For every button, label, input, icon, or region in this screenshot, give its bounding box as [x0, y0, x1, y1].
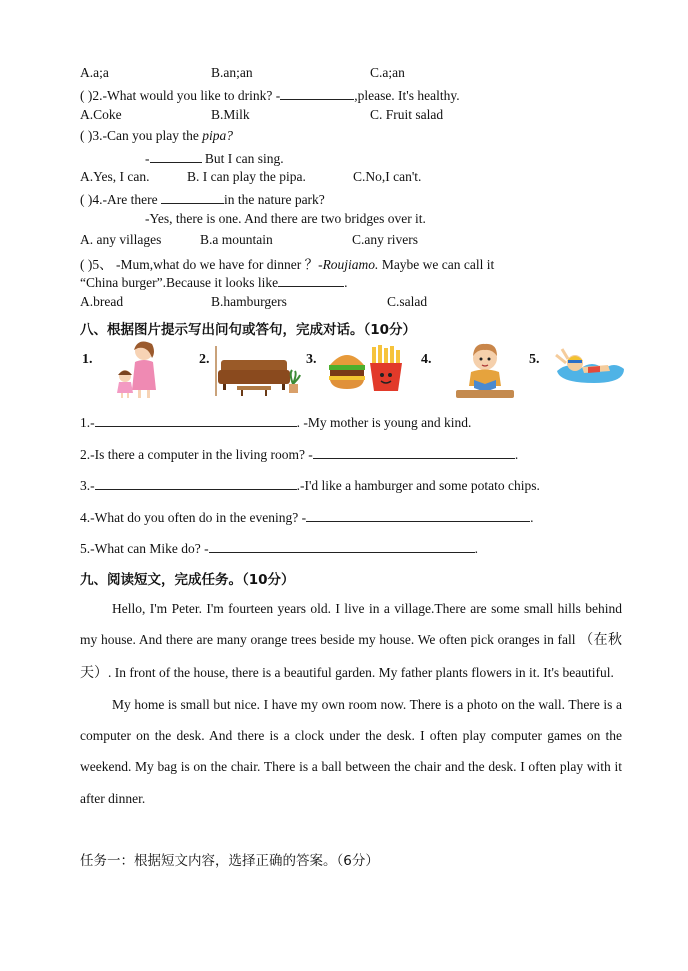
boy-reading-picture: [454, 340, 516, 400]
paragraph-1-part-b: . In front of the house, there is a beautiful garden. My father plants flowers in it. It's beautiful.: [108, 664, 614, 680]
swimming-picture: [554, 345, 626, 387]
q1-option-a: A.a;a: [80, 65, 109, 80]
q4-option-b: B.a mountain: [200, 232, 273, 247]
mother-daughter-picture: [110, 338, 168, 400]
q3-pipa: pipa?: [202, 128, 233, 143]
line4-end: .: [530, 510, 534, 525]
line2-blank[interactable]: [313, 445, 515, 459]
reading-passage: [80, 593, 622, 814]
q5-line2-text: “China burger”.Because it looks like: [80, 275, 279, 290]
q4-suffix: in the nature park?: [223, 192, 325, 207]
q2-option-b: B.Milk: [211, 107, 250, 122]
line1-prefix: 1.-: [80, 415, 95, 430]
line4-text: 4.-What do you often do in the evening? -: [80, 510, 307, 525]
q3-blank[interactable]: [150, 149, 202, 163]
paragraph-1: [80, 593, 622, 689]
q4-option-a: A. any villages: [80, 232, 162, 247]
q4-answer: -Yes, there is one. And there are two bridges over it.: [145, 211, 426, 226]
q5-blank[interactable]: [278, 273, 344, 287]
dialogue-line-1: [80, 413, 471, 431]
pic-number-3: 3.: [306, 352, 317, 367]
q5-question-line2: [80, 273, 347, 291]
line5-blank[interactable]: [209, 539, 475, 553]
q5-option-c: C.salad: [387, 294, 428, 309]
q2-option-a: A.Coke: [80, 107, 122, 122]
q2-question: [80, 86, 460, 104]
q4-option-c: C.any rivers: [352, 232, 418, 247]
dialogue-line-2: [80, 445, 518, 463]
line3-prefix: 3.-: [80, 478, 95, 493]
q5-question: [80, 253, 494, 273]
q4-text: ( )4.-Are there: [80, 192, 161, 207]
pic-number-1: 1.: [82, 352, 93, 367]
q3-question: [80, 128, 233, 144]
q3-option-b: B. I can play the pipa.: [187, 169, 306, 184]
pic-number-5: 5.: [529, 352, 540, 367]
pic-number-2: 2.: [199, 352, 210, 367]
q2-option-c: C. Fruit salad: [370, 107, 444, 122]
task1-heading: 任务一：根据短文内容，选择正确的答案。（6分）: [80, 853, 379, 869]
q3-answer: - But I can sing.: [145, 151, 284, 166]
line5-end: .: [474, 541, 478, 556]
q5-text: ( )5、 -Mum,what do we have for dinner ？-: [80, 257, 323, 272]
q3-option-a: A.Yes, I can.: [80, 169, 150, 184]
q4-blank[interactable]: [161, 190, 224, 204]
q2-blank[interactable]: [280, 86, 354, 100]
dialogue-line-4: [80, 508, 533, 526]
line3-text: .-I'd like a hamburger and some potato chips.: [296, 478, 540, 493]
pic-number-4: 4.: [421, 352, 432, 367]
q4-question: [80, 190, 325, 208]
dialogue-line-5: [80, 539, 478, 557]
line5-text: 5.-What can Mike do? -: [80, 541, 209, 556]
line2-text: 2.-Is there a computer in the living room? -: [80, 447, 313, 462]
q5-line2-end: .: [344, 275, 348, 290]
q3-text: ( )3.-Can you play the: [80, 128, 203, 143]
q1-option-b: B.an;an: [211, 65, 253, 80]
line1-text: . -My mother is young and kind.: [296, 415, 472, 430]
line1-blank[interactable]: [95, 413, 297, 427]
dialogue-line-3: [80, 476, 540, 494]
living-room-sofa-picture: [213, 344, 303, 398]
paragraph-1-gloss: （在秋天）: [80, 632, 623, 681]
line3-blank[interactable]: [95, 476, 297, 490]
q3-option-c: C.No,I can't.: [353, 169, 422, 184]
q5-option-a: A.bread: [80, 294, 124, 309]
q5-text-end: Maybe we can call it: [378, 257, 495, 272]
section9-heading: 九、阅读短文，完成任务。（10分）: [80, 572, 295, 588]
q5-roujiamo: Roujiamo.: [322, 257, 379, 272]
hamburger-chips-picture: [326, 343, 406, 395]
paragraph-1-part-a: Hello, I'm Peter. I'm fourteen years old. I live in a village.There are some small hills behind my house. And there are many orange trees beside my house. We often pick oranges in fall: [80, 601, 622, 648]
q3-answer-text: But I can sing.: [201, 151, 284, 166]
line4-blank[interactable]: [306, 508, 530, 522]
q1-option-c: C.a;an: [370, 65, 405, 80]
line2-end: .: [514, 447, 519, 462]
paragraph-2: My home is small but nice. I have my own room now. There is a photo on the wall. There is a computer on the desk. And there is a clock under the desk. I often play computer games on the weekend. My bag is on the chair. There is a ball between the chair and the desk. I often play with it after dinner.: [80, 696, 622, 806]
section8-heading: 八、根据图片提示写出问句或答句，完成对话。（10分）: [80, 322, 417, 338]
q2-suffix: ,please. It's healthy.: [354, 88, 460, 103]
q5-option-b: B.hamburgers: [211, 294, 287, 309]
q2-text: ( )2.-What would you like to drink? -: [80, 88, 281, 103]
